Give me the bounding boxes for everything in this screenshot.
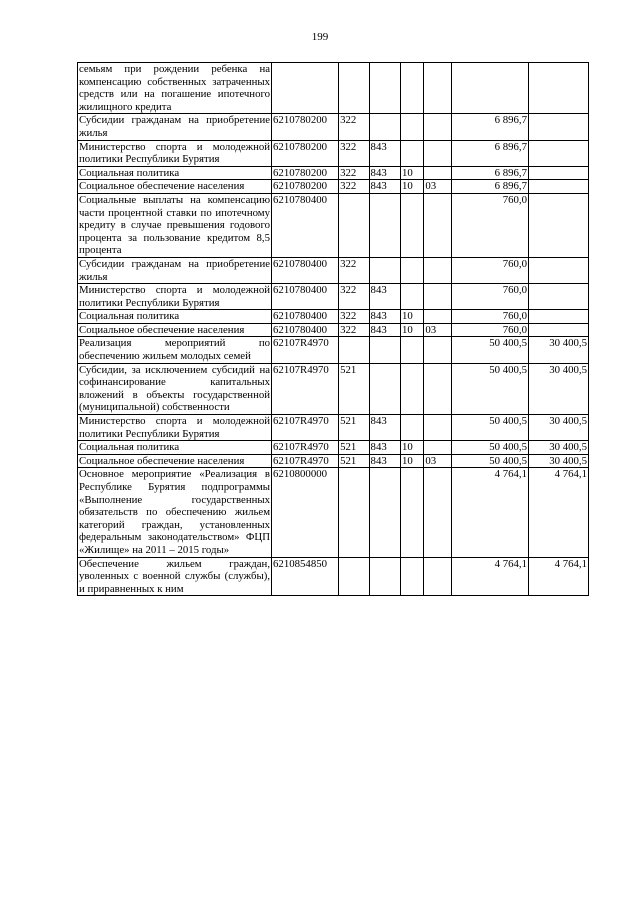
row-section-cell: 10 [401,454,424,468]
table-row [78,441,589,455]
row-subsection-cell [424,557,451,596]
row-section-cell [401,557,424,596]
row-vr-cell: 322 [339,323,369,337]
table-row [78,114,589,140]
row-subsection-cell [424,310,451,324]
row-subsection-cell [424,441,451,455]
row-subsection-cell [424,114,451,140]
row-amount1-cell [451,63,528,114]
row-vr-cell [339,337,369,363]
row-ministry-cell [369,114,400,140]
row-name-cell: Социальная политика [78,310,272,324]
row-amount1-cell: 50 400,5 [451,337,528,363]
row-ministry-cell [369,337,400,363]
row-amount2-cell [529,63,589,114]
row-vr-cell: 322 [339,140,369,166]
row-amount2-cell: 4 764,1 [529,557,589,596]
row-code-cell: 6210780400 [272,257,339,283]
row-name-cell: Реализация мероприятий по обеспечению жильем молодых семей [79,337,271,363]
row-amount1-cell: 4 764,1 [451,557,528,596]
row-name-cell: Социальное обеспечение населения [78,180,272,194]
row-section-cell [401,468,424,557]
page-number: 199 [311,31,329,43]
row-section-cell [401,257,424,283]
row-section-cell: 10 [401,180,424,194]
row-amount1-cell: 760,0 [451,257,528,283]
row-code-cell: 62107R4970 [272,337,339,363]
row-code-cell: 6210780400 [272,310,339,324]
row-code-cell: 62107R4970 [272,363,339,414]
row-code-cell: 6210780400 [272,193,339,257]
row-amount2-cell: 30 400,5 [529,454,589,468]
row-section-cell [401,337,424,363]
row-amount2-cell [529,284,589,310]
row-amount1-cell: 760,0 [451,193,528,257]
row-code-cell: 62107R4970 [272,415,339,441]
row-ministry-cell [369,557,400,596]
row-amount1-cell: 760,0 [451,284,528,310]
table-row [78,363,589,414]
row-name-cell: Субсидии гражданам на приобретение жилья [79,114,271,139]
row-ministry-cell [369,363,400,414]
row-subsection-cell [424,415,451,441]
row-subsection-cell [424,140,451,166]
row-ministry-cell [369,257,400,283]
row-name-cell: Министерство спорта и молодежной политики Республики Бурятия [79,140,271,166]
row-subsection-cell [424,337,451,363]
table-row [78,337,589,363]
row-amount1-cell: 50 400,5 [451,363,528,414]
table-row [78,180,589,194]
row-subsection-cell: 03 [424,454,451,468]
row-subsection-cell [424,193,451,257]
row-ministry-cell: 843 [369,310,400,324]
table-row [78,468,589,557]
row-amount1-cell: 760,0 [451,323,528,337]
row-code-cell: 6210800000 [272,468,339,557]
row-amount2-cell: 30 400,5 [529,441,589,455]
row-vr-cell: 322 [339,166,369,180]
row-amount1-cell: 6 896,7 [451,140,528,166]
row-section-cell [401,415,424,441]
row-subsection-cell [424,468,451,557]
table-row [78,193,589,257]
row-vr-cell [339,193,369,257]
row-amount2-cell [529,193,589,257]
row-name-cell: Социальное обеспечение населения [78,323,272,337]
row-ministry-cell: 843 [369,180,400,194]
row-vr-cell [339,63,369,114]
budget-table [77,62,589,596]
row-vr-cell: 322 [339,180,369,194]
row-subsection-cell [424,257,451,283]
row-name-cell: Социальные выплаты на компенсацию части процентной ставки по ипотечному кредиту в случае превышения годового процента за пользование кредитом 8,5 процента [79,193,271,257]
row-ministry-cell: 843 [369,323,400,337]
row-vr-cell: 322 [339,257,369,283]
row-vr-cell: 521 [339,441,369,455]
row-subsection-cell [424,166,451,180]
row-code-cell: 6210780400 [272,323,339,337]
row-ministry-cell: 843 [369,441,400,455]
row-section-cell: 10 [401,441,424,455]
row-section-cell [401,284,424,310]
row-amount2-cell [529,140,589,166]
table-row [78,284,589,310]
row-name-cell: семьям при рождении ребенка на компенсацию собственных затраченных средств или на погашение ипотечного жилищного кредита [79,63,271,113]
row-amount1-cell: 6 896,7 [451,166,528,180]
row-vr-cell: 521 [339,363,369,414]
table-row [78,257,589,283]
row-section-cell: 10 [401,166,424,180]
row-ministry-cell: 843 [369,454,400,468]
row-amount2-cell: 4 764,1 [529,468,589,557]
table-row [78,166,589,180]
row-ministry-cell [369,468,400,557]
row-section-cell [401,363,424,414]
table-row [78,557,589,596]
row-code-cell: 6210780200 [272,114,339,140]
row-section-cell [401,193,424,257]
row-name-cell: Министерство спорта и молодежной политики Республики Бурятия [79,284,271,309]
row-amount1-cell: 50 400,5 [451,415,528,441]
row-amount2-cell [529,180,589,194]
row-ministry-cell: 843 [369,415,400,441]
row-amount2-cell: 30 400,5 [529,337,589,363]
row-amount1-cell: 6 896,7 [451,180,528,194]
row-name-cell: Обеспечение жильем граждан, уволенных с военной службы (службы), и приравненных к ним [79,557,271,595]
row-code-cell: 62107R4970 [272,441,339,455]
row-vr-cell: 322 [339,284,369,310]
row-code-cell: 62107R4970 [272,454,339,468]
table-row [78,310,589,324]
row-section-cell [401,114,424,140]
row-code-cell: 6210780200 [272,180,339,194]
row-ministry-cell [369,193,400,257]
row-name-cell: Основное мероприятие «Реализация в Республике Бурятия подпрограммы «Выполнение государственных обязательств по обеспечению жильем категорий граждан, установленных федеральным законодательством» ФЦП «Жилище» на 2011 – 2015 годы» [79,468,271,556]
row-amount1-cell: 4 764,1 [451,468,528,557]
row-code-cell: 6210780200 [272,140,339,166]
row-code-cell: 6210780200 [272,166,339,180]
row-ministry-cell: 843 [369,140,400,166]
row-vr-cell: 322 [339,114,369,140]
row-section-cell: 10 [401,323,424,337]
row-subsection-cell: 03 [424,323,451,337]
row-section-cell: 10 [401,310,424,324]
row-section-cell [401,140,424,166]
row-name-cell: Министерство спорта и молодежной политики Республики Бурятия [79,415,271,440]
row-name-cell: Субсидии, за исключением субсидий на софинансирование капитальных вложений в объекты государственной (муниципальной) собственности [79,363,271,414]
row-amount1-cell: 6 896,7 [451,114,528,140]
row-name-cell: Социальная политика [78,166,272,180]
row-amount2-cell [529,257,589,283]
row-code-cell: 6210854850 [272,557,339,596]
row-code-cell: 6210780400 [272,284,339,310]
row-amount2-cell [529,114,589,140]
row-subsection-cell [424,284,451,310]
row-name-cell: Социальная политика [78,441,272,455]
row-subsection-cell [424,363,451,414]
row-ministry-cell: 843 [369,166,400,180]
row-section-cell [401,63,424,114]
row-vr-cell: 521 [339,415,369,441]
row-vr-cell: 322 [339,310,369,324]
row-amount2-cell: 30 400,5 [529,415,589,441]
row-amount1-cell: 760,0 [451,310,528,324]
row-name-cell: Субсидии гражданам на приобретение жилья [79,257,271,283]
row-amount1-cell: 50 400,5 [451,454,528,468]
row-ministry-cell: 843 [369,284,400,310]
row-vr-cell [339,557,369,596]
row-ministry-cell [369,63,400,114]
table-row [78,140,589,166]
table-row [78,63,589,114]
row-amount2-cell [529,166,589,180]
row-amount1-cell: 50 400,5 [451,441,528,455]
table-row [78,415,589,441]
row-vr-cell: 521 [339,454,369,468]
row-subsection-cell: 03 [424,180,451,194]
row-vr-cell [339,468,369,557]
table-row [78,454,589,468]
row-amount2-cell [529,323,589,337]
row-amount2-cell: 30 400,5 [529,363,589,414]
row-code-cell [272,63,339,114]
row-subsection-cell [424,63,451,114]
row-name-cell: Социальное обеспечение населения [78,454,272,468]
row-amount2-cell [529,310,589,324]
table-row [78,323,589,337]
